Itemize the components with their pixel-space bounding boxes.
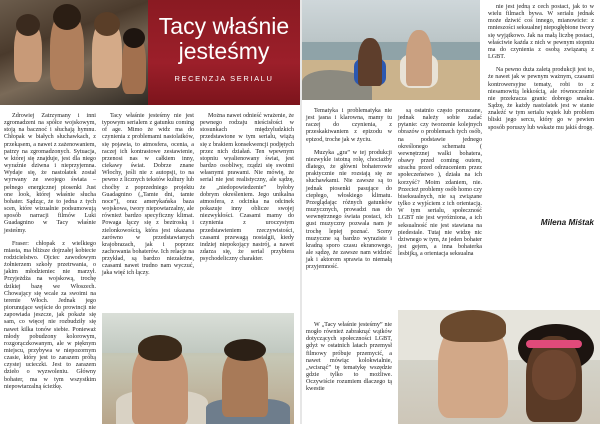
right-column-1 (306, 108, 392, 316)
paragraph: są ostatnio często poruszane, jednak należy sobie zadać pytanie: czy tworzenie kolejnych obrazów o problemach tych osób, na podstawie jednego określonego schematu ( wewnętrznej walki bohatera, obawy przed coming outem, strachu przed odrzuceniem przez społeczeństwo ), działa na ich korzyść? Moim zdaniem, nie. Przecież problemy osób homo czy biseksualnych, nie są związane tylko z wyjściem z ich orientacją. W tym serialu, społeczność LGBT nie jest wyróżniona, a ich seksualność nie jest stawiana na piedestale. Tutaj nie widzę nic dziwnego w tym, że jeden bohater jest gejem, a inna bohaterka lesbijką, a orientacja seksualna (398, 108, 482, 258)
cast-photo (0, 0, 148, 105)
right-column-2 (398, 108, 482, 308)
title-line-2: jesteśmy (178, 38, 270, 64)
paragraph: nie jest jedną z cech postaci, jak to w wielu filmach bywa. W serialu jednak może dziwić coś innego, mianowicie: z mnieszości seksualnej niepogłębione twory się wyjątkowo. Jak na małą liczbę postaci, właściwie każda z nich w pewnym stopniu ma do czynienia z osobą związaną z LGBT. (488, 4, 594, 61)
paragraph: Fraser: chłopak z wielkiego miasta, ma bliższe dojrzałej kobiecie rodzicielstwo. Ojciec zawodowym żołnierzem szkoły przetrwania, o jakim młodzieniec nie marzył. Przyjeżdża na wojskową, trochę dzikiej bazę we Włoszech. Chowający się wcale za swoimi na terenie Włoch. Jednak jego piorunujące wejście do prowincji nie zapowiada jeszcze, jak pokaże się sam, co więcej nie rozbudziły się nawet kilka tonów siebie. Ponieważ młody pobudzony kolorowym, rozgorączkowanym, ale w pięknym miejscu, przybywa w niepozornym czasie, który jest to zarazem próbą czystej ucieczki. Jest to zarazem dzieło o wyzwoleniu. Główny bohater, ma w tym wszystkim niepowtarzalną ścieżkę. (4, 240, 96, 390)
left-column-2 (102, 113, 194, 308)
paragraph: Zdrowiej Zatrzymany i inni zgromadzeni na spółce wojskowym, stoją na bacznoć i słuchają hymnu. Chłopak w białych słuchawkach, z przekąsem, a nawet z zażenowaniem, patrzy na zgromadzonych. Sytuacja, w której się znajduje, jest dla niego wyraźnie dziwna i nieprzyjemna. Wydaje się, że nastolatek został wyrwany ze swojego świata – pełnego energicznej piosenki Just one look, której właśnie słucha bohater. Sądząc, że to jedna z tych scen, które wizualnie podsumowują sposób narracji filmów Luki Guadagnino w Tacy właśnie jesteśmy. (4, 113, 96, 234)
paragraph: Tacy właśnie jesteśmy nie jest typowym serialem z gatunku coming of age. Mimo że widz ma do czynienia z problemami nastolatków, się pojawia, to atmosfera, ocenia, a raczej ich kontrastowe zestawienie, przenosi nas w całkiem inny, ciekawy świat. Dobrze znane Włochy, jeśli nie z autopsji, to na pewno z licznych tekstów kultury lub choćby z poprzedniego projektu Guadagnino („Tamte dni, tamte noce”), oraz amerykańska baza wojskowa, twory niepowtarzalny, ale również bardzo specyficzny klimat. Powaga łączy się z beztroską i zielonkowością, która jest ukazana zarówno w przedstawianych krajobrazach, jak i poprzez zachowania bohaterów. Ich relacje na przykład, są bardzo niezależne, czasami nawet trudno nam wyczuć, jaka więź ich łączy. (102, 113, 194, 277)
still-photo-beach (302, 0, 480, 100)
left-column-1 (4, 113, 96, 419)
still-photo-two-men (102, 313, 294, 424)
title-line-1: Tacy właśnie (158, 13, 290, 39)
paragraph: Można nawet odnieść wrażenie, że pewnego rodzaju nieścisłości w stosunkach międzyludzkich przedstawione w tym serialu, wiążą się z brakiem konsekwencji podjętych przez nich działań. Ten wpewnym stopniu wyalienowany świat, jest bardzo osobliwy, rządzi się swoimi własnymi prawami. Nie mówię, że serial nie jest realistyczny, ale sądzę, że „niedopowiedzenie” byłoby dobrym określeniem. Jego unikalna atmosfera, z odcinka na odcinek pokazuje inny oblicze swojej niezwykłości. Czasami mamy do czynienia z uroczystym przedstawieniem rzeczywistości, czasami przewagą nostalgii, kiedy indziej niepokojący nastrój, a nawet zdarza się, że serial przybiera psychodeliczny charakter. (200, 113, 294, 263)
author-signature: Milena Miśtak (540, 218, 594, 227)
paragraph: Na pewno duża zaletą produkcji jest to, że nawet jak w pewnym ważnym, czasami kontrowersyjne tematy, robi to z niesamowitą lekkością, ale równocześnie nie przekracza granic dobrego smaku. Sądzę, że każdy nastolatek jest w stanie znaleźć w tym serialu wątek lub problem bliski jego sercu, który go w pewien sposób poruszy lub wskaże mu jakiś drogę. (488, 67, 594, 131)
paragraph: W „Tacy właśnie jesteśmy” nie mogło również zabraknąć wątków dotyczących społeczności LGBT, gdyż w ostatnich latach przemysł filmowy próbuje przemycić, a nawet mówiąc kolokwialnie, „wcisnąć” tę tematykę wszędzie gdzie tylko to możliwe. Oczywiście rozumiem dlaczego tą kwestie (306, 322, 392, 393)
paragraph: Tematyka i problematyka nie jest jasna i klarowna, mamy tu raczej do czynienia, z przeskakiwaniem z epizodu w epizod, troche jak w życiu. (306, 108, 392, 143)
still-photo-couple (398, 310, 600, 424)
header-photo (0, 0, 300, 105)
right-column-3 (488, 4, 594, 214)
right-page (302, 0, 600, 424)
right-column-1-continued (306, 322, 392, 422)
article-subtitle: RECENZJA SERIALU (174, 74, 274, 83)
article-title (148, 14, 300, 83)
paragraph: Muzyka „gra” w tej produkcji niezwykle istotną rolę, chociażby dlatego, że główni bohaterowie praktycznie nie rozstają się ze słuchawkami. Nie zawsze są to jednak piosenki pasujące do ciepłego, włoskiego klimatu. Przeglądając różnych gatunków muzycznych, prowadzi nas do wewnętrznego świata postaci, ich gust muzyczny pozwala nam je trochę lepiej poznać. Sceny muzyczne są bardzo wyraziste i kradną sporo czasu ekranowego, ale sądzę, że zawsze nam widzieć jak i aktorom sprawia to niemałą przyjemność. (306, 149, 392, 271)
left-column-3 (200, 113, 294, 308)
